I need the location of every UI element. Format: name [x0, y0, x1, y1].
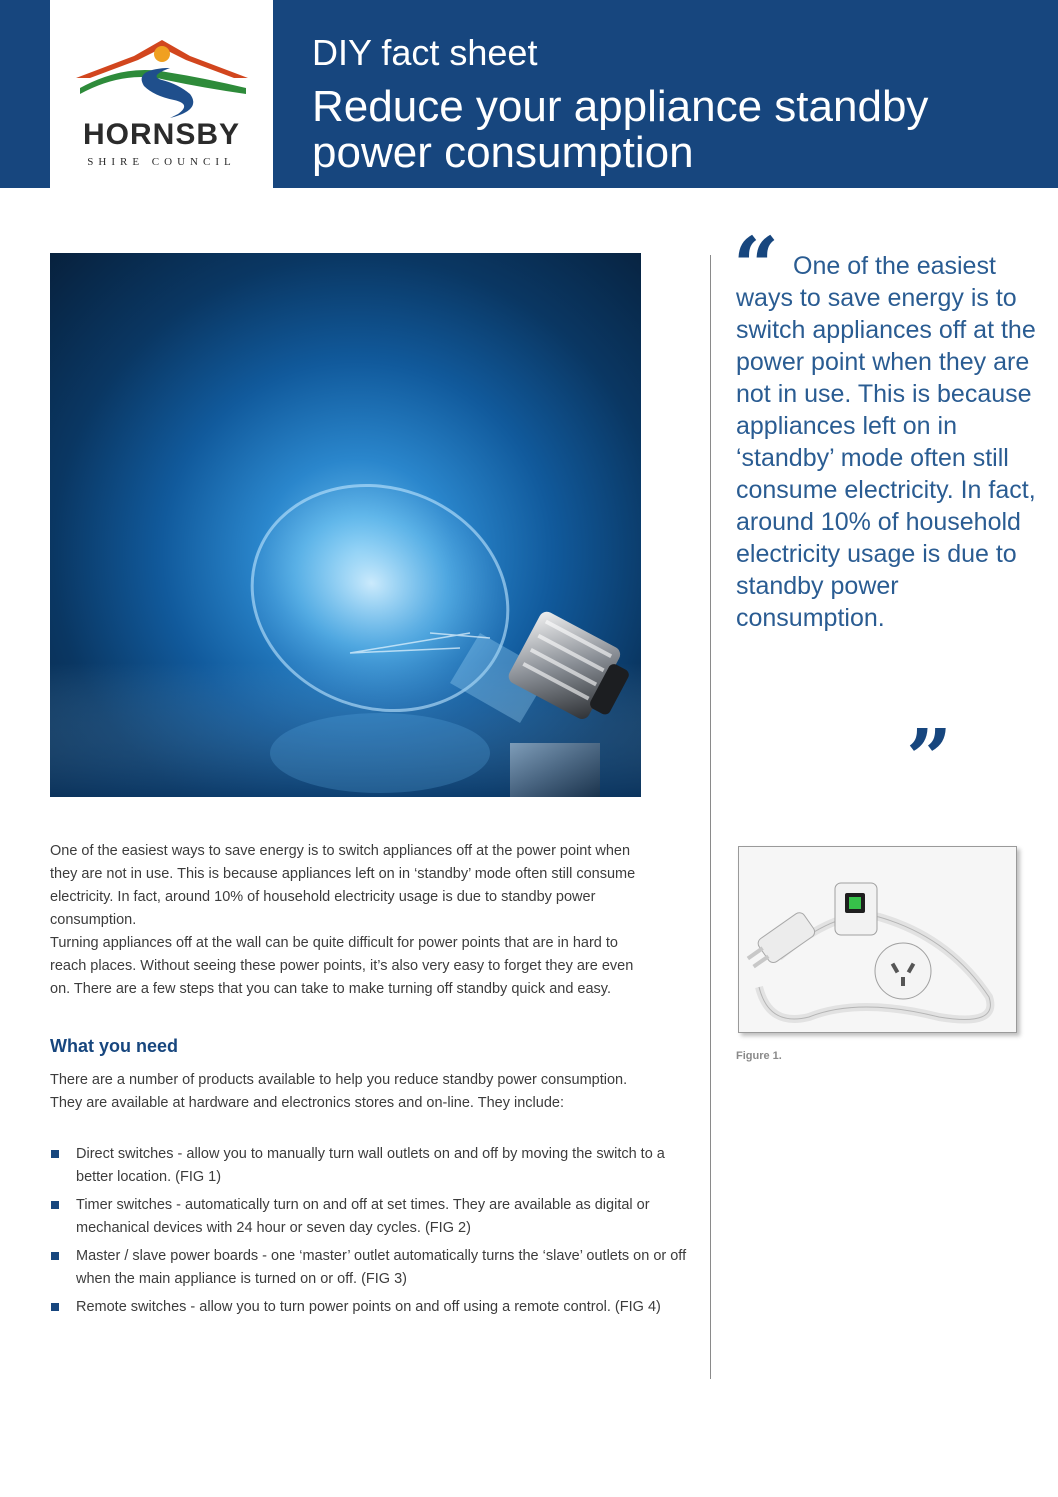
direct-switch-cable-icon — [739, 847, 1016, 1032]
pull-quote-text: One of the easiest ways to save energy is to switch appliances off at the power point when they are not in use. This is because appliances left on in ‘standby’ mode often still consume electricity. In fact, around 10% of household electricity usage is due to standby power consumption. — [736, 252, 1036, 632]
bullet-square-icon — [51, 1150, 59, 1158]
what-you-need-text — [50, 1069, 650, 1115]
open-quote-icon: “ — [733, 219, 780, 313]
page-kicker: DIY fact sheet — [312, 32, 538, 73]
what-you-need-heading: What you need — [50, 1036, 179, 1056]
pull-quote — [736, 250, 1036, 634]
close-quote-icon: ” — [906, 711, 953, 805]
product-list — [50, 1143, 690, 1324]
page-title: Reduce your appliance standby power consumption — [312, 82, 929, 177]
what-you-need-paragraph: There are a number of products available to help you reduce standby power consumption. They are available at hardware and electronics stores and on-line. They include: — [50, 1072, 628, 1111]
list-item-text: Direct switches - allow you to manually turn wall outlets on and off by moving the switch to a better location. (FIG 1) — [76, 1146, 665, 1185]
intro-paragraph-2: Turning appliances off at the wall can be quite difficult for power points that are in hard to reach places. Without seeing these power points, it’s also very easy to forget they are even on. There are a few steps that you can take to make turning off standby quick and easy. — [50, 935, 634, 997]
council-logo — [50, 0, 273, 188]
hills-river-logo-icon — [74, 34, 250, 118]
list-item-text: Timer switches - automatically turn on and off at set times. They are available as digital or mechanical devices with 24 hour or seven day cycles. (FIG 2) — [76, 1197, 650, 1236]
intro-text — [50, 840, 640, 1001]
bullet-square-icon — [51, 1303, 59, 1311]
list-item-text: Master / slave power boards - one ‘master’ outlet automatically turns the ‘slave’ outlets on or off when the main appliance is turned on or off. (FIG 3) — [76, 1248, 687, 1287]
hero-image — [50, 253, 641, 797]
light-bulb-icon — [50, 253, 641, 797]
bullet-square-icon — [51, 1201, 59, 1209]
figure-image — [738, 846, 1017, 1033]
logo-name: HORNSBY — [82, 118, 240, 151]
list-item — [50, 1296, 690, 1319]
list-item — [50, 1245, 690, 1291]
bullet-square-icon — [51, 1252, 59, 1260]
figure-caption: Figure 1. — [736, 1050, 782, 1062]
list-item — [50, 1194, 690, 1240]
intro-paragraph-1: One of the easiest ways to save energy is to switch appliances off at the power point when they are not in use. This is because appliances left on in ‘standby’ mode often still consume electricity. In fact, around 10% of household electricity usage is due to standby power consumption. — [50, 843, 636, 928]
list-item — [50, 1143, 690, 1189]
column-divider — [710, 255, 711, 1379]
list-item-text: Remote switches - allow you to turn power points on and off using a remote control. (FIG 4) — [76, 1299, 661, 1315]
logo-subtitle: SHIRE COUNCIL — [87, 156, 236, 168]
